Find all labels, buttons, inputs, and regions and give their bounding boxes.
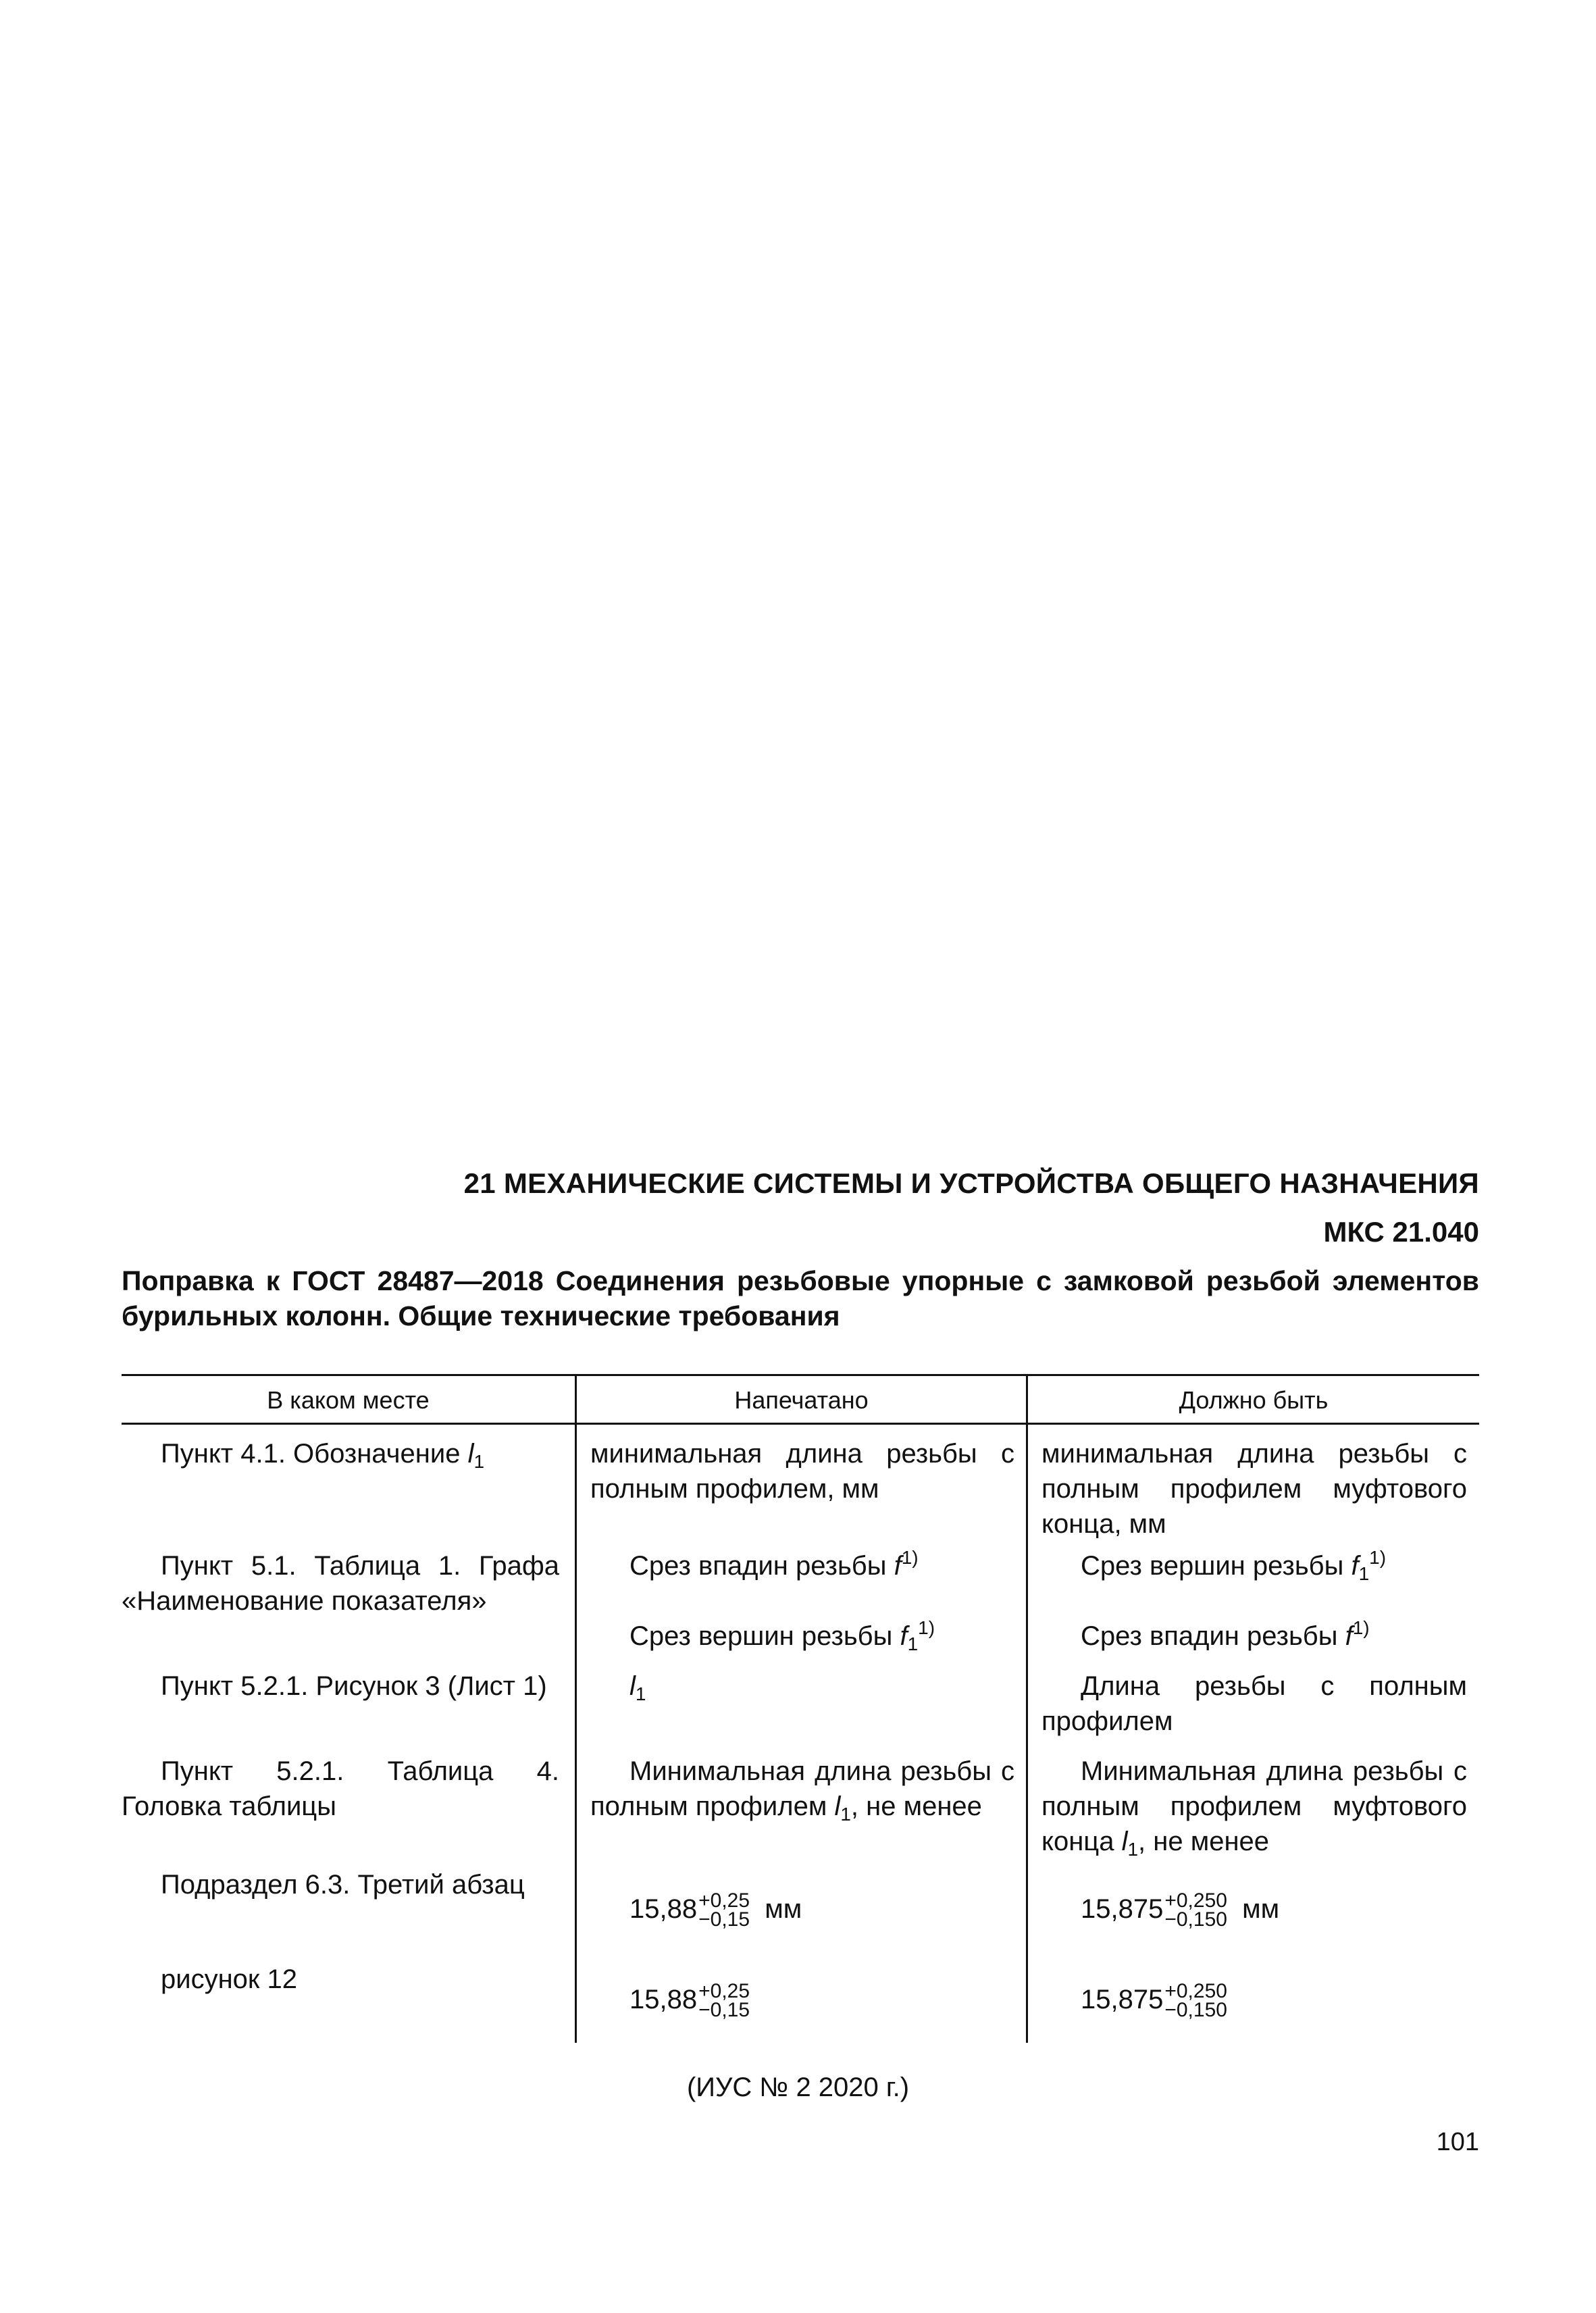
table-row-4-correct: Минимальная длина резьбы с полным профилем муфтового конца $l_1$, не менее bbox=[1041, 1756, 1467, 1860]
table-row-4-place: Пункт 5.2.1. Таблица 4. Головка таблицы bbox=[122, 1756, 559, 1821]
table-row-3-place: Пункт 5.2.1. Рисунок 3 (Лист 1) bbox=[161, 1671, 547, 1701]
table-header-rule bbox=[122, 1423, 1479, 1425]
table-row-2-correct-a: Срез вершин резьбы $f_1^{1)}$ bbox=[1081, 1547, 1387, 1584]
tolerance: +0,25 −0,15 bbox=[698, 1980, 750, 2022]
tolerance: +0,25 −0,15 bbox=[698, 1889, 750, 1931]
table-row-1-place: Пункт 4.1. Обозначение $l_1$ bbox=[161, 1439, 485, 1472]
header-place: В каком месте bbox=[267, 1386, 430, 1414]
mks-code: МКС 21.040 bbox=[1323, 1216, 1479, 1248]
table-row-5-correct: 15,875 +0,250 −0,150 мм bbox=[1081, 1889, 1280, 1931]
header-correct: Должно быть bbox=[1179, 1386, 1329, 1414]
column-divider bbox=[1026, 1374, 1028, 2043]
column-divider bbox=[575, 1374, 577, 2043]
amendment-table bbox=[122, 1374, 1479, 2043]
table-row-3-printed: $l_1$ bbox=[629, 1671, 646, 1704]
table-row-2-place: Пункт 5.1. Таблица 1. Графа «Наименование показателя» bbox=[122, 1551, 559, 1616]
table-row-4-printed: Минимальная длина резьбы с полным профилем $l_1$, не менее bbox=[590, 1756, 1014, 1825]
table-row-5-printed: 15,88 +0,25 −0,15 мм bbox=[629, 1889, 802, 1931]
tolerance: +0,250 −0,150 bbox=[1164, 1980, 1227, 2022]
page-number: 101 bbox=[1436, 2128, 1479, 2156]
table-row-2-correct-b: Срез впадин резьбы $f^{1)}$ bbox=[1081, 1617, 1370, 1651]
table-row-6-place: рисунок 12 bbox=[161, 1964, 298, 1994]
table-row-1-printed: минимальная длина резьбы с полным профилем, мм bbox=[590, 1439, 1014, 1504]
tolerance: +0,250 −0,150 bbox=[1164, 1889, 1227, 1931]
table-row-2-printed-b: Срез вершин резьбы $f_1^{1)}$ bbox=[629, 1617, 935, 1654]
table-row-1-correct: минимальная длина резьбы с полным профилем муфтового конца, мм bbox=[1041, 1439, 1467, 1539]
header-printed: Напечатано bbox=[734, 1386, 869, 1414]
table-row-3-correct: Длина резьбы с полным профилем bbox=[1041, 1671, 1467, 1736]
table-row-6-printed: 15,88 +0,25 −0,15 bbox=[629, 1980, 750, 2022]
amendment-heading: Поправка к ГОСТ 28487—2018 Соединения резьбовые упорные с замковой резьбой элементов бурильных колонн. Общие технические требования bbox=[122, 1265, 1479, 1331]
table-row-6-correct: 15,875 +0,250 −0,150 bbox=[1081, 1980, 1227, 2022]
table-top-rule bbox=[122, 1374, 1479, 1376]
table-row-5-place: Подраздел 6.3. Третий абзац bbox=[161, 1870, 525, 1900]
section-title: 21 МЕХАНИЧЕСКИЕ СИСТЕМЫ И УСТРОЙСТВА ОБЩЕГО НАЗНАЧЕНИЯ bbox=[463, 1167, 1479, 1199]
ius-note: (ИУС № 2 2020 г.) bbox=[686, 2073, 910, 2102]
table-row-2-printed-a: Срез впадин резьбы $f^{1)}$ bbox=[629, 1547, 919, 1581]
